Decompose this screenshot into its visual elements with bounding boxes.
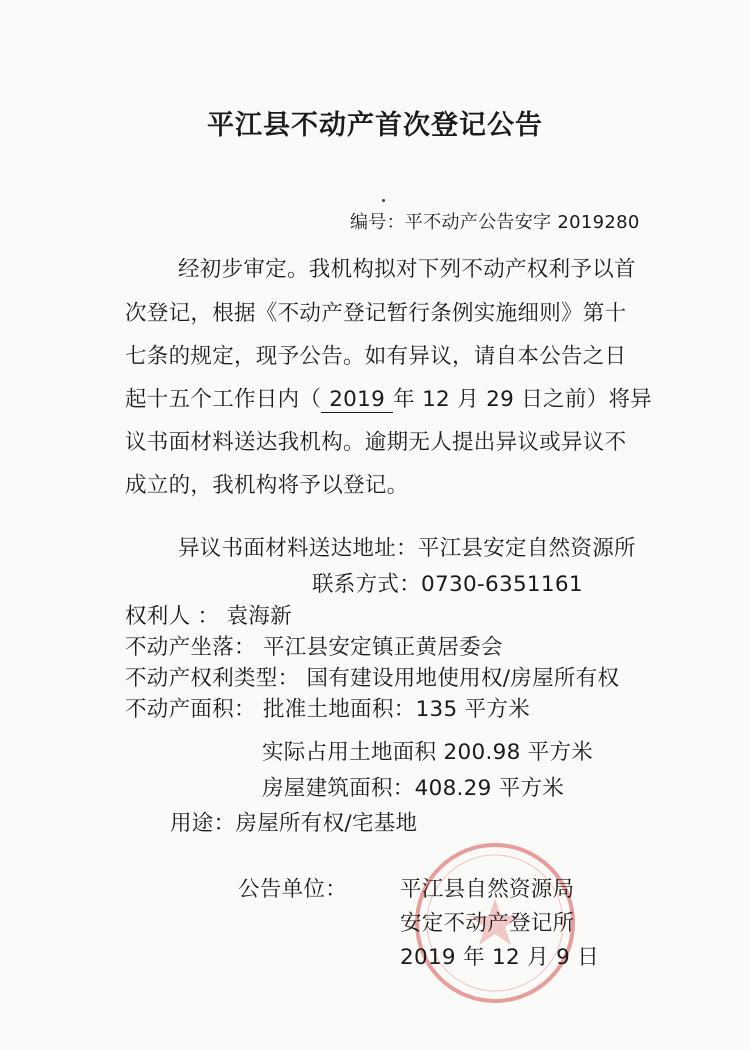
deadline-month-unit: 月: [457, 387, 479, 412]
building-area-row: [262, 771, 564, 802]
contact-phone: [312, 567, 583, 598]
address-label: 异议书面材料送达地址：: [178, 536, 418, 561]
deadline-suffix: 日之前）将异: [521, 387, 653, 412]
actual-land-label: 实际占用土地面积: [262, 740, 437, 765]
date-year: 2019: [400, 945, 456, 970]
notice-title: 平江县不动产首次登记公告: [207, 110, 543, 141]
phone-value: 0730-6351161: [421, 572, 583, 597]
date-month-unit: 月: [527, 945, 549, 970]
date-month: 12: [492, 945, 520, 970]
notice-number-value: 平不动产公告安字 2019280: [404, 212, 640, 233]
approved-land-value: 135 平方米: [415, 697, 531, 722]
body-line-2: 次登记，根据《不动产登记暂行条例实施细则》第十: [125, 301, 627, 326]
right-type-row: [125, 661, 619, 692]
notice-number-label: 编号：: [350, 212, 405, 233]
right-type-label: 不动产权利类型：: [125, 666, 300, 691]
body-line-6: 成立的，我机构将予以登记。: [125, 473, 409, 498]
issuer-label: 公告单位：: [238, 877, 348, 902]
issue-date: [400, 940, 599, 971]
date-year-unit: 年: [463, 945, 485, 970]
body-line-3: 七条的规定，现予公告。如有异议，请自本公告之日: [125, 344, 627, 369]
building-area-label: 房屋建筑面积：: [262, 776, 415, 801]
building-area-value: 408.29 平方米: [414, 776, 565, 801]
deadline-prefix: 起十五个工作日内（: [125, 387, 322, 412]
deadline-day: 29: [486, 387, 515, 412]
deadline-year: 2019: [321, 389, 393, 413]
owner-value: 袁海新: [226, 604, 292, 629]
deadline-year-unit: 年: [393, 387, 415, 412]
owner-label: 权利人 ：: [125, 604, 220, 629]
use-label: 用途：: [170, 811, 236, 836]
actual-land-value: 200.98 平方米: [443, 740, 594, 765]
approved-land-label: 批准土地面积：: [262, 697, 416, 722]
body-line-1: 经初步审定。我机构拟对下列不动产权利予以首: [178, 257, 636, 282]
right-type-value: 国有建设用地使用权/房屋所有权: [306, 666, 620, 691]
body-line-deadline: [125, 382, 652, 413]
location-value: 平江县安定镇正黄居委会: [262, 635, 503, 660]
objection-address: [178, 531, 636, 562]
issuer-line-1: 平江县自然资源局: [400, 877, 575, 902]
issuer-line-2: 安定不动产登记所: [400, 911, 575, 936]
body-line-5: 议书面材料送达我机构。逾期无人提出异议或异议不: [125, 430, 627, 455]
actual-land-row: [262, 735, 593, 766]
location-label: 不动产坐落：: [125, 635, 256, 660]
notice-number: [350, 208, 640, 234]
area-label: 不动产面积：: [125, 697, 256, 722]
date-day: 9: [556, 945, 571, 970]
use-value: 房屋所有权/宅基地: [235, 811, 418, 836]
ink-dot: [382, 199, 385, 202]
phone-label: 联系方式：: [312, 572, 422, 597]
deadline-month: 12: [422, 387, 451, 412]
date-day-unit: 日: [577, 945, 600, 970]
address-value: 平江县安定自然资源所: [417, 536, 636, 561]
location-row: [125, 630, 503, 661]
area-row: [125, 692, 530, 723]
use-row: [170, 806, 417, 837]
owner-row: [125, 599, 292, 630]
